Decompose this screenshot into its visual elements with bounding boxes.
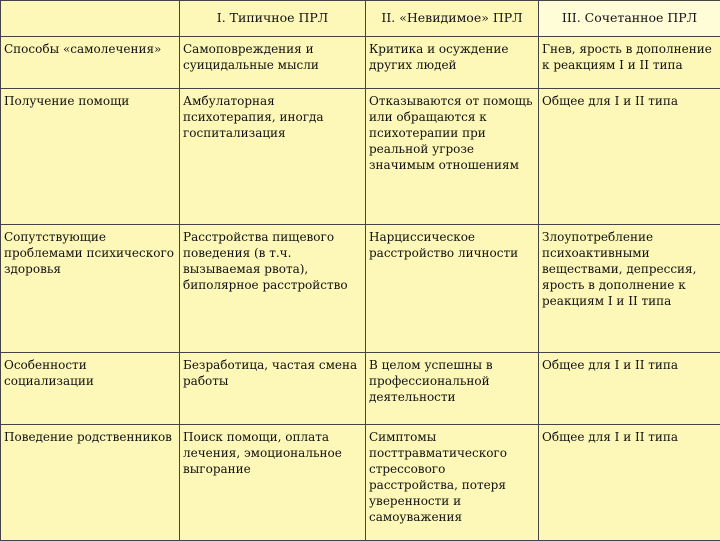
table-row xyxy=(1,353,720,425)
cell-combined: Общее для I и II типа xyxy=(539,89,720,225)
cell-invisible: Нарциссическое расстройство личности xyxy=(366,225,539,353)
cell-combined: Гнев, ярость в дополнение к реакциям I и II типа xyxy=(539,37,720,89)
cell-combined: Злоупотребление психоактивными веществами, депрессия, ярость в дополнение к реакциям I и II типа xyxy=(539,225,720,353)
header-invisible: II. «Невидимое» ПРЛ xyxy=(366,1,539,37)
row-label: Сопутствующие проблемами психического здоровья xyxy=(1,225,180,353)
row-label: Поведение родственников xyxy=(1,425,180,541)
table-header-row xyxy=(1,1,720,37)
cell-typical: Самоповреждения и суицидальные мысли xyxy=(180,37,366,89)
header-combined: III. Сочетанное ПРЛ xyxy=(539,1,720,37)
header-empty-cell xyxy=(1,1,180,37)
cell-typical: Расстройства пищевого поведения (в т.ч. вызываемая рвота), биполярное расстройство xyxy=(180,225,366,353)
table-row xyxy=(1,425,720,541)
cell-typical: Поиск помощи, оплата лечения, эмоциональное выгорание xyxy=(180,425,366,541)
table-row xyxy=(1,225,720,353)
row-label: Получение помощи xyxy=(1,89,180,225)
header-typical: I. Типичное ПРЛ xyxy=(180,1,366,37)
cell-invisible: Симптомы посттравматического стрессового расстройства, потеря уверенности и самоуважения xyxy=(366,425,539,541)
cell-typical: Безработица, частая смена работы xyxy=(180,353,366,425)
cell-combined: Общее для I и II типа xyxy=(539,353,720,425)
cell-combined: Общее для I и II типа xyxy=(539,425,720,541)
cell-invisible: В целом успешны в профессиональной деятельности xyxy=(366,353,539,425)
row-label: Особенности социализации xyxy=(1,353,180,425)
cell-invisible: Отказываются от помощь или обращаются к психотерапии при реальной угрозе значимым отношениям xyxy=(366,89,539,225)
table-row xyxy=(1,89,720,225)
row-label: Способы «самолечения» xyxy=(1,37,180,89)
cell-typical: Амбулаторная психотерапия, иногда госпитализация xyxy=(180,89,366,225)
cell-invisible: Критика и осуждение других людей xyxy=(366,37,539,89)
table-row xyxy=(1,37,720,89)
